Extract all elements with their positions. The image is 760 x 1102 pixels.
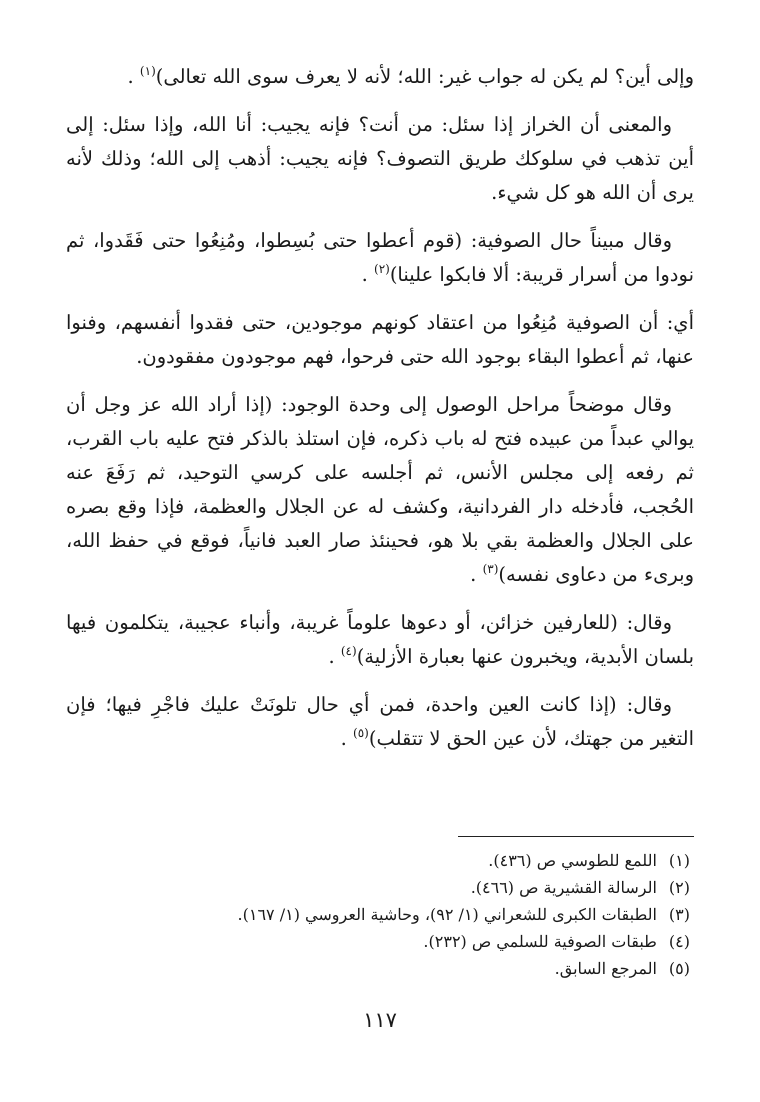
paragraph: وقال: (إذا كانت العين واحدة، فمن أي حال تلونَتْ عليك فاجْرِ فيها؛ فإن التغير من جهتك، لأن عين الحق لا تتقلب)$^{(٥)}$ . [66,693,694,750]
footnote-ref[interactable]: (٢) [374,262,390,276]
footnote [66,955,694,982]
footnote [66,901,694,928]
page-number: ١١٧ [363,1008,397,1032]
footnote [66,847,694,874]
footnote-text: اللمع للطوسي ص (٤٣٦). [488,851,657,870]
footnote-text: الرسالة القشيرية ص (٤٦٦). [470,878,657,897]
footnote-ref[interactable]: (٣) [482,562,499,576]
main-text [66,60,694,756]
paragraph: وقال مبيناً حال الصوفية: (قوم أعطوا حتى بُسِطوا، ومُنِعُوا حتى فَقَدوا، ثم نودوا من أسرار قريبة: ألا فابكوا علينا)$^{(٢)}$ . [66,229,694,286]
footnote-ref[interactable]: (١) [139,64,156,78]
footnote-text: طبقات الصوفية للسلمي ص (٢٣٢). [423,932,657,951]
footnote-text: المرجع السابق. [554,959,657,978]
footnote-divider [458,836,694,837]
footnote-number: (٢) [668,878,690,897]
footnotes [66,847,694,982]
footnote [66,928,694,955]
footnote-number: (٥) [668,959,690,978]
footnote-number: (٣) [668,905,690,924]
paragraph: وإلى أين؟ لم يكن له جواب غير: الله؛ لأنه لا يعرف سوى الله تعالى)$^{(١)}$ . [127,64,694,88]
paragraph: وقال موضحاً مراحل الوصول إلى وحدة الوجود: (إذا أراد الله عز وجل أن يوالي عبداً من عبيده فتح له باب ذكره، فإن استلذ بالذكر فتح عليه باب القرب، ثم رفعه إلى مجلس الأنس، ثم أجلسه على كرسي التوحيد، ثم رَفَعَ عنه الحُجب، فأدخله دار الفردانية، وكشف له عن الجلال والعظمة، فإذا وقع بصره على الجلال والعظمة بقي بلا هو، فحينئذ صار العبد فانياً، فوقع في حفظ الله، وبرىء من دعاوى نفسه)$^{(٣)}$ . [66,393,694,586]
footnote [66,874,694,901]
paragraph: أي: أن الصوفية مُنِعُوا من اعتقاد كونهم موجودين، حتى فقدوا أنفسهم، وفنوا عنها، ثم أعطوا البقاء بوجود الله حتى فرحوا، فهم موجودون مفقودون. [66,311,694,368]
paragraph: والمعنى أن الخراز إذا سئل: من أنت؟ فإنه يجيب: أنا الله، وإذا سئل: إلى أين تذهب في سلوكك طريق التصوف؟ فإنه يجيب: أذهب إلى الله؛ وذلك لأنه يرى أن الله هو كل شيء. [66,113,694,204]
footnote-ref[interactable]: (٥) [353,726,369,740]
footnote-number: (١) [668,851,690,870]
footnote-number: (٤) [668,932,690,951]
footnote-text: الطبقات الكبرى للشعراني (١/ ٩٢)، وحاشية العروسي (١/ ١٦٧). [237,905,657,924]
footnote-ref[interactable]: (٤) [340,644,357,658]
paragraph: وقال: (للعارفين خزائن، أو دعوها علوماً غريبة، وأنباء عجيبة، يتكلمون فيها بلسان الأبدية، ويخبرون عنها بعبارة الأزلية)$^{(٤)}$ . [66,611,694,668]
